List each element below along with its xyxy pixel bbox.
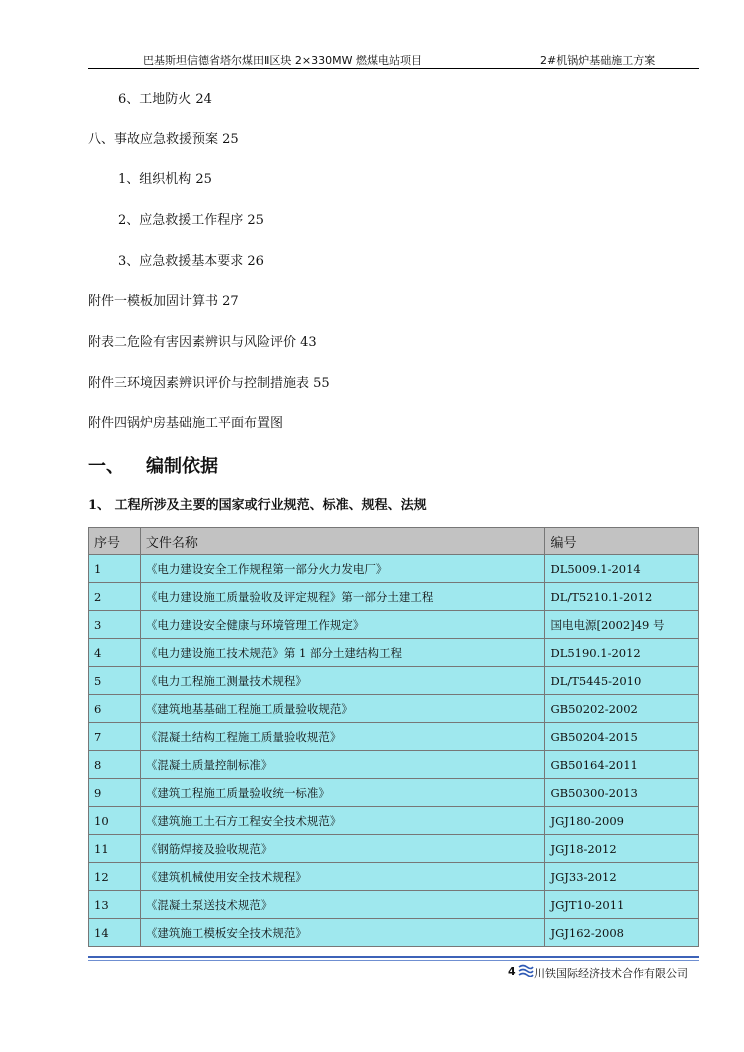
row-document-code: DL/T5445-2010	[545, 667, 699, 695]
row-document-name: 《建筑施工模板安全技术规范》	[140, 919, 545, 947]
row-index: 12	[89, 863, 141, 891]
table-header-row	[89, 528, 699, 555]
section-number: 一、	[88, 456, 124, 477]
col-header-name: 文件名称	[140, 528, 545, 555]
table-row	[89, 611, 699, 639]
row-document-code: DL/T5210.1-2012	[545, 583, 699, 611]
subsection-heading: 1、 工程所涉及主要的国家或行业规范、标准、规程、法规	[88, 498, 427, 513]
toc-item[interactable]: 附表二危险有害因素辨识与风险评价 43	[88, 335, 317, 350]
toc-item[interactable]: 八、事故应急救援预案 25	[88, 132, 239, 147]
header-divider	[88, 68, 699, 69]
table-row	[89, 583, 699, 611]
toc-item[interactable]: 1、组织机构 25	[118, 172, 212, 187]
col-header-index: 序号	[89, 528, 141, 555]
row-index: 5	[89, 667, 141, 695]
row-index: 7	[89, 723, 141, 751]
row-index: 3	[89, 611, 141, 639]
page-number: 4	[508, 965, 516, 978]
row-document-name: 《钢筋焊接及验收规范》	[140, 835, 545, 863]
toc-item[interactable]: 2、应急救援工作程序 25	[118, 213, 264, 228]
row-index: 10	[89, 807, 141, 835]
row-document-name: 《电力建设安全健康与环境管理工作规定》	[140, 611, 545, 639]
footer-divider	[88, 956, 699, 958]
row-document-code: GB50204-2015	[545, 723, 699, 751]
table-row	[89, 779, 699, 807]
toc-item[interactable]: 6、工地防火 24	[118, 92, 212, 107]
table-row	[89, 639, 699, 667]
table-row	[89, 555, 699, 583]
table-row	[89, 891, 699, 919]
company-name: 川铁国际经济技术合作有限公司	[534, 967, 688, 980]
row-document-code: JGJ180-2009	[545, 807, 699, 835]
row-document-name: 《建筑施工土石方工程安全技术规范》	[140, 807, 545, 835]
row-index: 8	[89, 751, 141, 779]
row-index: 11	[89, 835, 141, 863]
table-row	[89, 835, 699, 863]
row-document-name: 《建筑机械使用安全技术规程》	[140, 863, 545, 891]
row-index: 13	[89, 891, 141, 919]
section-title: 编制依据	[146, 456, 218, 477]
row-document-code: JGJT10-2011	[545, 891, 699, 919]
toc-item[interactable]: 附件三环境因素辨识评价与控制措施表 55	[88, 376, 330, 391]
company-logo-icon	[518, 962, 534, 981]
row-document-name: 《混凝土质量控制标准》	[140, 751, 545, 779]
header-project-title: 巴基斯坦信德省塔尔煤田Ⅱ区块 2×330MW 燃煤电站项目	[143, 54, 422, 67]
header-document-title: 2#机锅炉基础施工方案	[540, 54, 656, 67]
row-document-code: GB50164-2011	[545, 751, 699, 779]
row-document-code: GB50300-2013	[545, 779, 699, 807]
table-row	[89, 919, 699, 947]
row-index: 2	[89, 583, 141, 611]
row-document-code: DL5190.1-2012	[545, 639, 699, 667]
table-row	[89, 863, 699, 891]
toc-item[interactable]: 附件一模板加固计算书 27	[88, 294, 239, 309]
row-document-name: 《建筑地基基础工程施工质量验收规范》	[140, 695, 545, 723]
toc-item[interactable]: 附件四锅炉房基础施工平面布置图	[88, 416, 284, 431]
table-row	[89, 695, 699, 723]
footer-divider-thin	[88, 960, 699, 961]
row-document-code: GB50202-2002	[545, 695, 699, 723]
col-header-code: 编号	[545, 528, 699, 555]
row-index: 6	[89, 695, 141, 723]
row-document-name: 《电力建设施工质量验收及评定规程》第一部分土建工程	[140, 583, 545, 611]
table-row	[89, 807, 699, 835]
row-document-name: 《混凝土泵送技术规范》	[140, 891, 545, 919]
table-row	[89, 751, 699, 779]
table-row	[89, 723, 699, 751]
table-row	[89, 667, 699, 695]
standards-table	[88, 527, 699, 947]
row-document-code: 国电电源[2002]49 号	[545, 611, 699, 639]
row-document-name: 《混凝土结构工程施工质量验收规范》	[140, 723, 545, 751]
row-document-name: 《电力工程施工测量技术规程》	[140, 667, 545, 695]
row-index: 14	[89, 919, 141, 947]
row-document-name: 《电力建设施工技术规范》第 1 部分土建结构工程	[140, 639, 545, 667]
row-document-code: JGJ162-2008	[545, 919, 699, 947]
row-document-code: JGJ18-2012	[545, 835, 699, 863]
row-document-name: 《电力建设安全工作规程第一部分火力发电厂》	[140, 555, 545, 583]
toc-item[interactable]: 3、应急救援基本要求 26	[118, 254, 264, 269]
row-index: 4	[89, 639, 141, 667]
row-index: 9	[89, 779, 141, 807]
row-document-name: 《建筑工程施工质量验收统一标准》	[140, 779, 545, 807]
row-document-code: DL5009.1-2014	[545, 555, 699, 583]
row-index: 1	[89, 555, 141, 583]
section-heading	[88, 452, 218, 478]
row-document-code: JGJ33-2012	[545, 863, 699, 891]
